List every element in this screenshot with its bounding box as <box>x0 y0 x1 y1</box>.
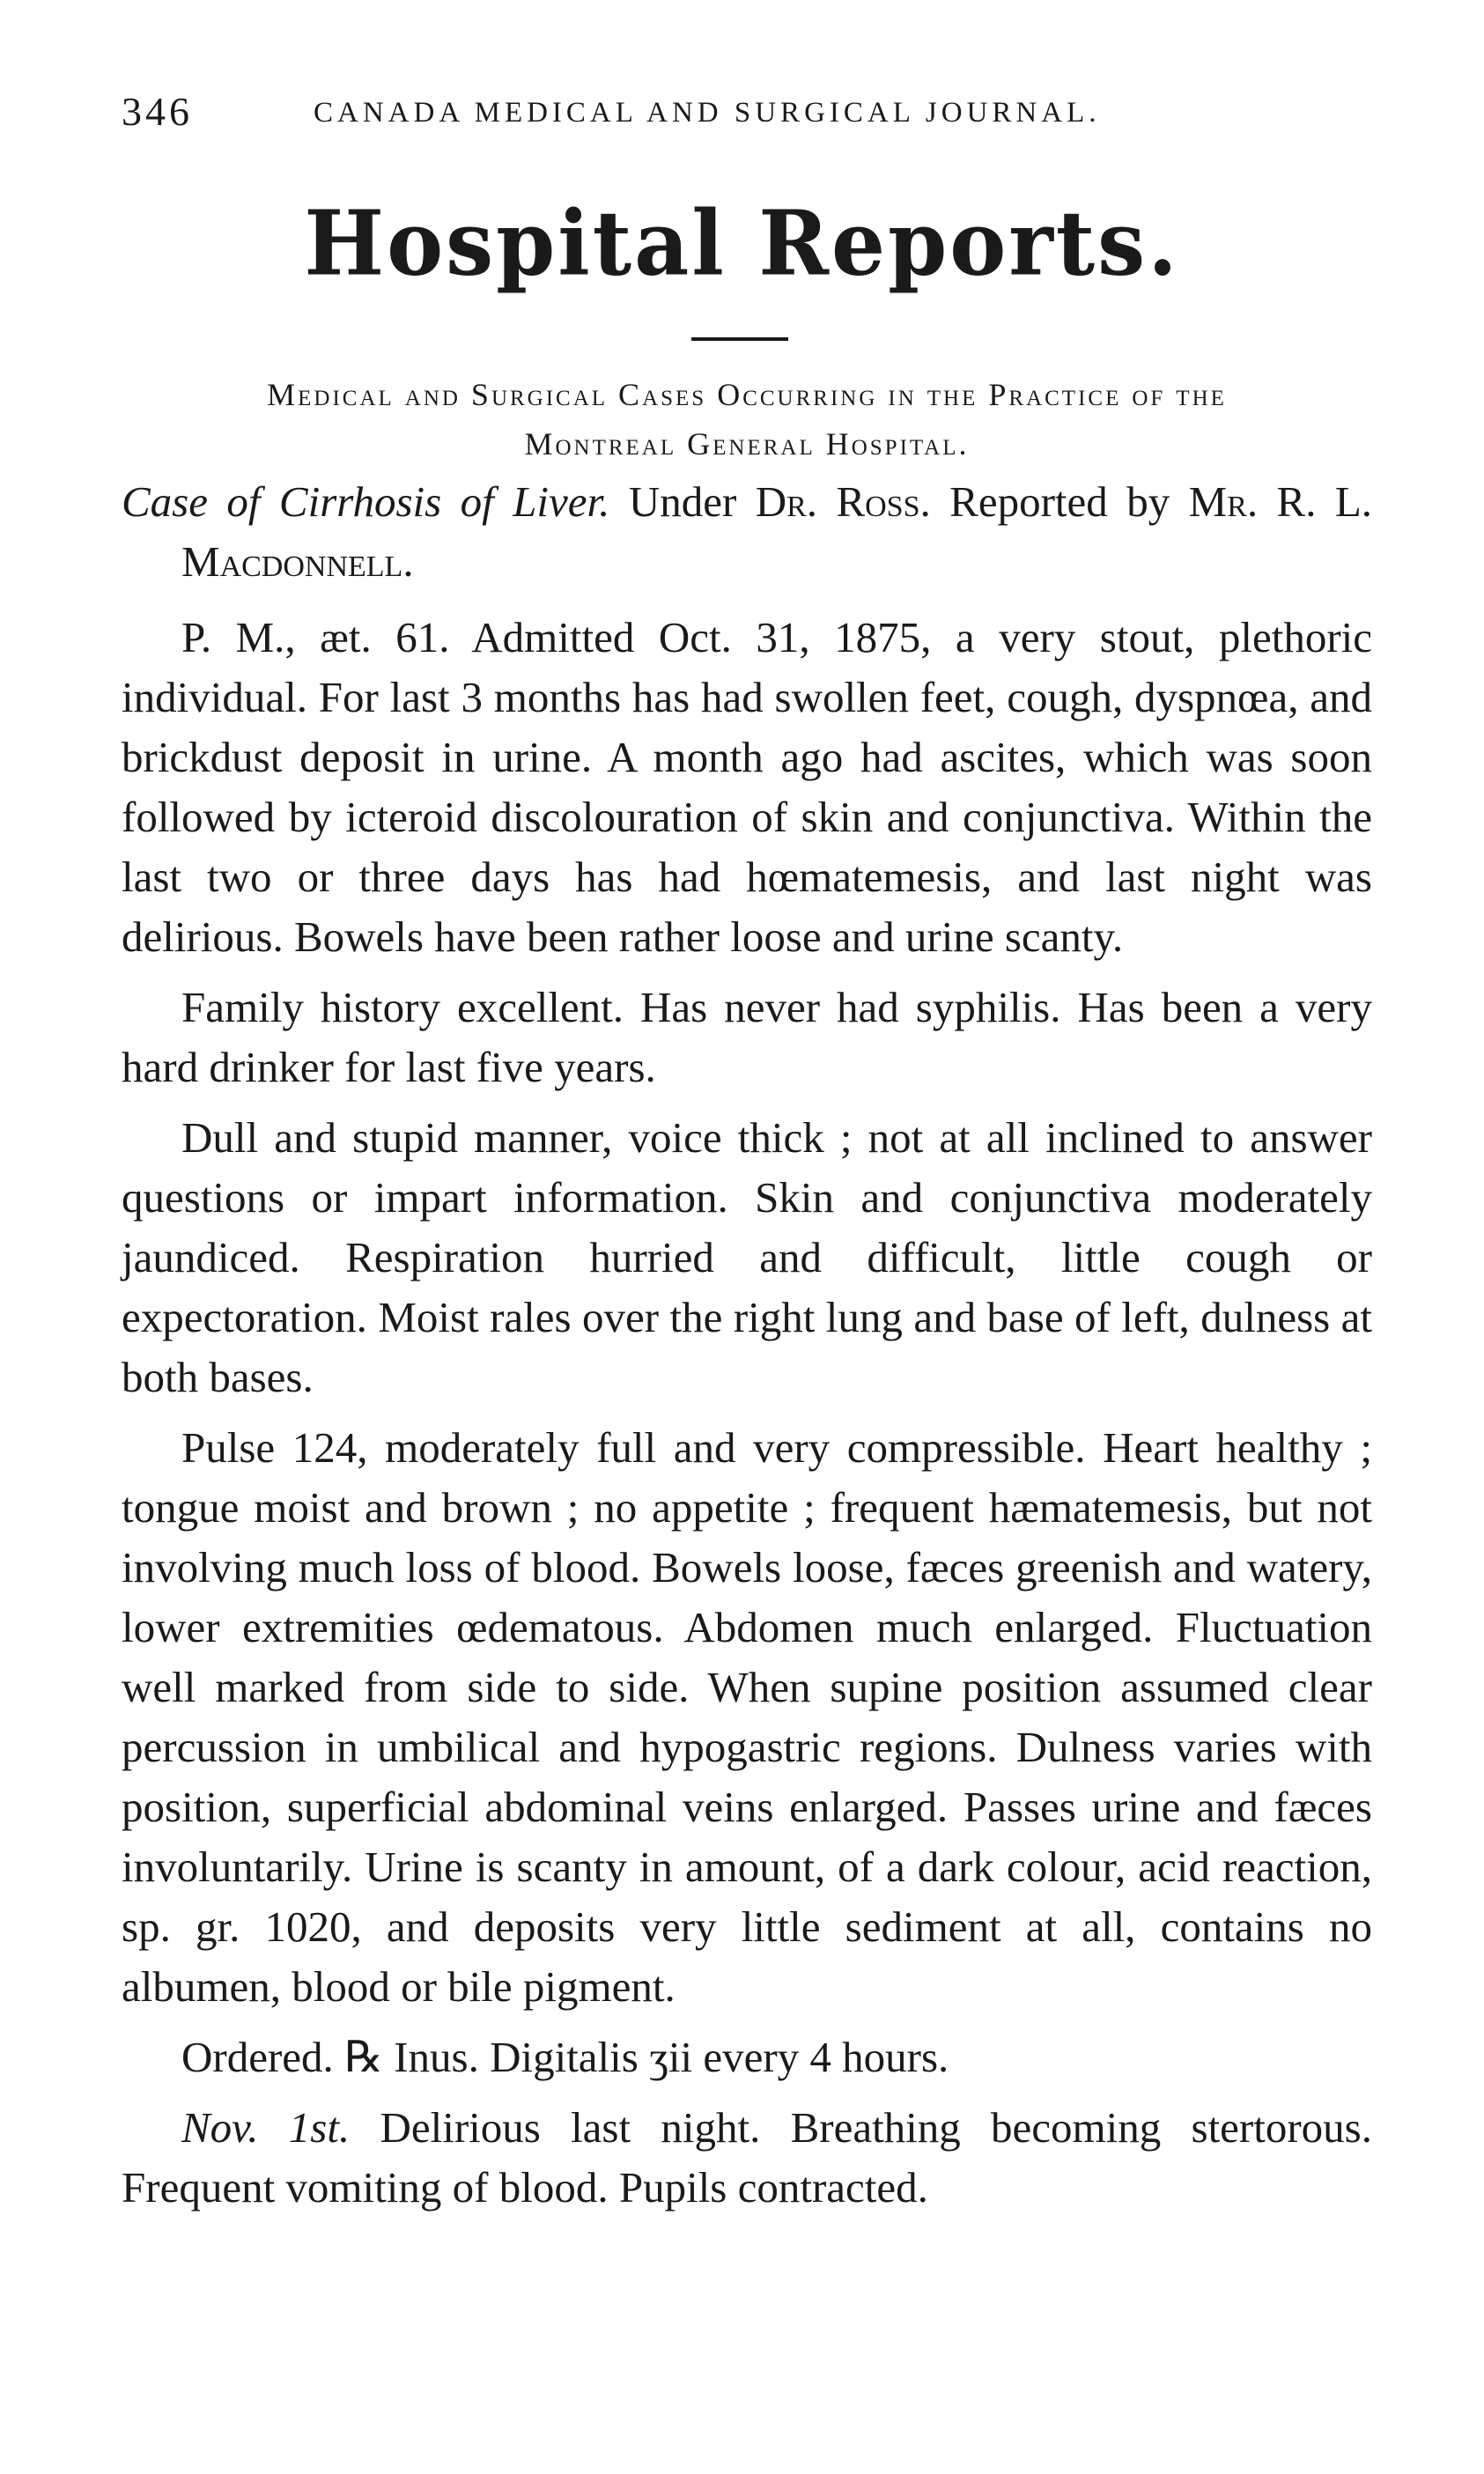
case-doctor: Dr. Ross. <box>755 477 931 526</box>
date-nov-1st: Nov. 1st. <box>181 2103 351 2152</box>
case-title <box>122 472 1372 592</box>
section-title: Hospital Reports. <box>304 191 1180 296</box>
case-reporter: Mr. R. L. Macdonnell. <box>181 477 1373 586</box>
paragraph-admission: P. M., æt. 61. Admitted Oct. 31, 1875, a very stout, plethoric individual. For last 3 months has had swollen feet, cough, dyspnœa, and brickdust deposit in urine. A month ago had ascites, which was soon followed by icteroid discolouration of skin and conjunctiva. Within the last two or three days has had hœmatemesis, and last night was delirious. Bowels have been rather loose and urine scanty. <box>122 613 1372 961</box>
paragraph-family-history: Family history excellent. Has never had syphilis. Has been a very hard drinker for last five years. <box>122 983 1372 1091</box>
journal-title: CANADA MEDICAL AND SURGICAL JOURNAL. <box>314 97 1101 129</box>
paragraph-pulse: Pulse 124, moderately full and very compressible. Heart healthy ; tongue moist and brown ; no appetite ; frequent hæmatemesis, but not involving much loss of blood. Bowels loose, fæces greenish and watery, lower extremities œdematous. Abdomen much enlarged. Fluctuation well marked from side to side. When supine position assumed clear percussion in umbilical and hypogastric regions. Dulness varies with position, superficial abdominal veins enlarged. Passes urine and fæces involuntarily. Urine is scanty in amount, of a dark colour, acid reaction, sp. gr. 1020, and deposits very little sediment at all, contains no albumen, blood or bile pigment. <box>122 1423 1372 2011</box>
page-number: 346 <box>122 89 193 134</box>
paragraph-ordered: Ordered. ℞ Inus. Digitalis ʒii every 4 hours. <box>181 2033 949 2081</box>
nov-1st-text: Delirious last night. Breathing becoming stertorous. Frequent vomiting of blood. Pupils contracted. <box>122 2103 1372 2212</box>
running-head <box>122 88 1355 141</box>
title-rule <box>691 337 788 341</box>
subheading-line-1: Medical and Surgical Cases Occurring in the Practice of the <box>267 377 1227 412</box>
subheading <box>122 370 1372 469</box>
article-body <box>122 472 1372 2228</box>
case-under: Under <box>628 477 737 526</box>
case-reported-by: Reported by <box>949 477 1170 526</box>
case-title-italic: Case of Cirrhosis of Liver. <box>122 477 610 526</box>
paragraph-examination: Dull and stupid manner, voice thick ; not at all inclined to answer questions or impart information. Skin and conjunctiva moderately jaundiced. Respiration hurried and difficult, little cough or expectoration. Moist rales over the right lung and base of left, dulness at both bases. <box>122 1113 1372 1401</box>
paragraph-nov-1st <box>122 2098 1372 2218</box>
subheading-line-2: Montreal General Hospital. <box>524 426 970 462</box>
